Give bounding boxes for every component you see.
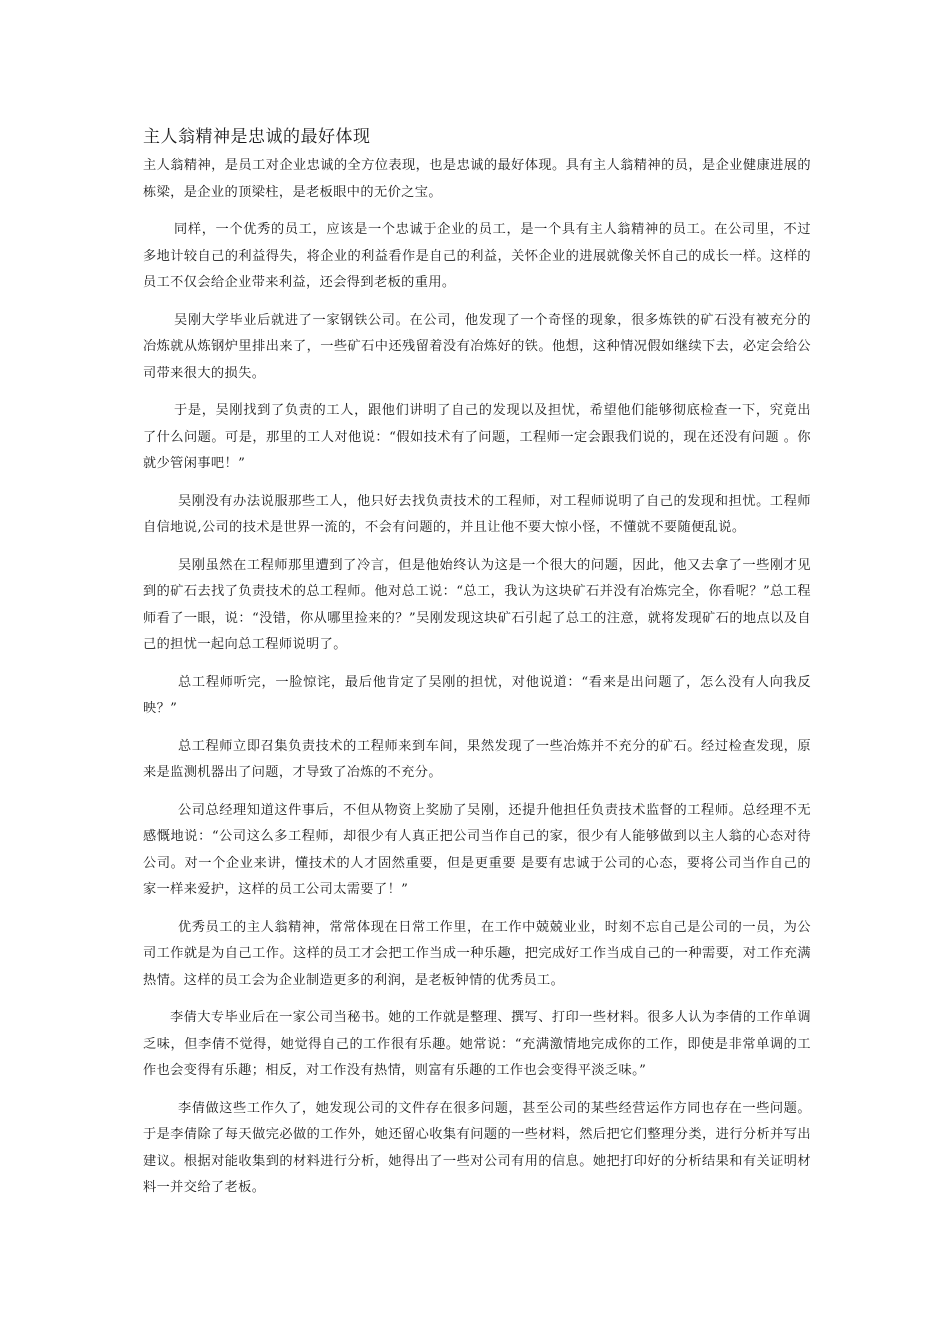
paragraph: 同样，一个优秀的员工，应该是一个忠诚于企业的员工，是一个具有主人翁精神的员工。在公司里，不过多地计较自己的利益得失，将企业的利益看作是自己的利益，关怀企业的进展就像关怀自己的成长一样。这样的员工不仅会给企业带来利益，还会得到老板的重用。: [143, 222, 811, 290]
paragraph: 李倩做这些工作久了，她发现公司的文件存在很多问题，甚至公司的某些经营运作方同也存在一些问题。于是李倩除了每天做完必做的工作外，她还留心收集有问题的一些材料，然后把它们整理分类，进行分析并写出建议。根据对能收集到的材料进行分析，她得出了一些对公司有用的信息。她把打印好的分析结果和有关证明材料一并交给了老板。: [143, 1100, 811, 1195]
paragraph: 优秀员工的主人翁精神，常常体现在日常工作里，在工作中兢兢业业，时刻不忘自己是公司的一员，为公司工作就是为自己工作。这样的员工才会把工作当成一种乐趣，把完成好工作当成自己的一种需要，对工作充满热情。这样的员工会为企业制造更多的利润，是老板钟情的优秀员工。: [143, 919, 811, 988]
paragraph: 李倩大专毕业后在一家公司当秘书。她的工作就是整理、撰写、打印一些材料。很多人认为李倩的工作单调乏味，但李倩不觉得，她觉得自己的工作很有乐趣。她常说：“充满激情地完成你的工作，即使是非常单调的工作也会变得有乐趣；相反，对工作没有热情，则富有乐趣的工作也会变得平淡乏味。”: [143, 1010, 811, 1078]
paragraph: 公司总经理知道这件事后，不但从物资上奖励了吴刚，还提升他担任负责技术监督的工程师。总经理不无感慨地说：“公司这么多工程师，却很少有人真正把公司当作自己的家，很少有人能够做到以主人翁的心态对待公司。对一个企业来讲，懂技术的人才固然重要，但是更重要 是要有忠诚于公司的心态，要将公司当作自己的家一样来爱护，这样的员工公司太需要了！”: [143, 802, 811, 897]
paragraph: 吴刚没有办法说服那些工人，他只好去找负责技术的工程师，对工程师说明了自己的发现和担忧。工程师自信地说,公司的技术是世界一流的，不会有问题的，并且让他不要大惊小怪，不懂就不要随便乱说。: [143, 493, 811, 535]
paragraph: 于是，吴刚找到了负责的工人，跟他们讲明了自己的发现以及担忧，希望他们能够彻底检查一下，究竟出了什么问题。可是，那里的工人对他说：“假如技术有了问题，工程师一定会跟我们说的，现在还没有问题 。你就少管闲事吧！”: [143, 403, 811, 471]
paragraph: 总工程师听完，一脸惊诧，最后他肯定了吴刚的担忧，对他说道：“看来是出问题了，怎么没有人向我反映？”: [143, 674, 811, 716]
paragraph: 吴刚大学毕业后就进了一家钢铁公司。在公司，他发现了一个奇怪的现象，很多炼铁的矿石没有被充分的冶炼就从炼钢炉里排出来了，一些矿石中还残留着没有冶炼好的铁。他想，这种情况假如继续下去，必定会给公司带来很大的损失。: [143, 312, 811, 381]
document-title: 主人翁精神是忠诚的最好体现: [143, 127, 371, 147]
paragraph: 主人翁精神，是员工对企业忠诚的全方位表现，也是忠诚的最好体现。具有主人翁精神的员，是企业健康进展的栋梁，是企业的顶梁柱，是老板眼中的无价之宝。: [143, 158, 811, 200]
paragraph: 吴刚虽然在工程师那里遭到了冷言，但是他始终认为这是一个很大的问题，因此，他又去拿了一些刚才见到的矿石去找了负责技术的总工程师。他对总工说：“总工，我认为这块矿石并没有冶炼完全，你看呢？”总工程师看了一眼，说：“没错，你从哪里捡来的？”吴刚发现这块矿石引起了总工的注意，就将发现矿石的地点以及自己的担忧一起向总工程师说明了。: [143, 557, 811, 652]
document-page: [143, 125, 811, 1213]
paragraph: 总工程师立即召集负责技术的工程师来到车间，果然发现了一些冶炼并不充分的矿石。经过检查发现，原来是监测机器出了问题，才导致了冶炼的不充分。: [143, 738, 811, 780]
